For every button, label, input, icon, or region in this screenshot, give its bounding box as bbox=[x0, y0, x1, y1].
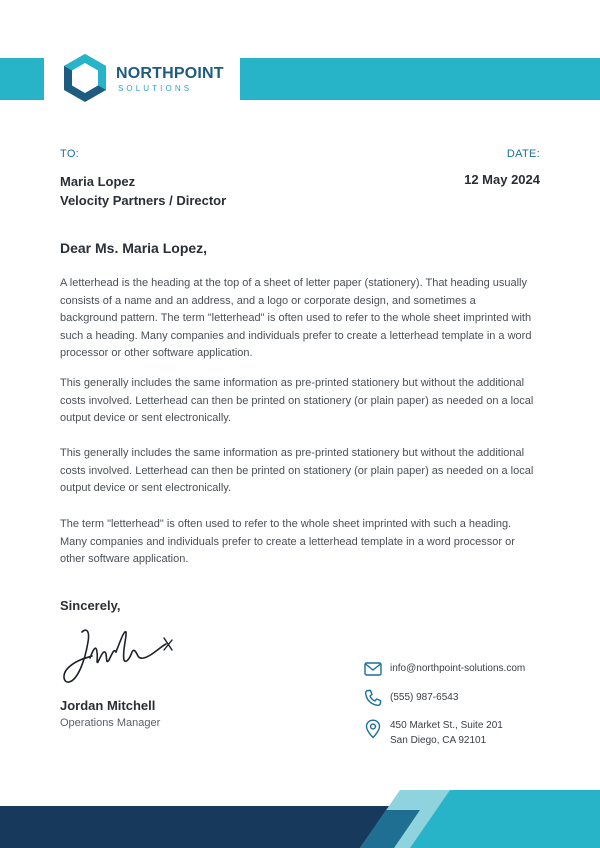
company-name: NORTHPOINT bbox=[116, 65, 224, 82]
letter-date: 12 May 2024 bbox=[464, 172, 540, 187]
to-label: TO: bbox=[60, 148, 80, 160]
contact-email[interactable] bbox=[364, 661, 564, 681]
phone-icon bbox=[364, 689, 382, 707]
contact-phone[interactable] bbox=[364, 690, 564, 710]
phone-text[interactable]: (555) 987-6543 bbox=[390, 692, 459, 703]
email-text[interactable]: info@northpoint-solutions.com bbox=[390, 663, 526, 674]
map-pin-icon bbox=[365, 719, 381, 739]
signer-name: Jordan Mitchell bbox=[60, 698, 156, 713]
body-paragraph-2: This generally includes the same information as pre-printed stationery but without the additional costs involved. Letterhead can then be printed on stationery (or plain paper) as needed on a local output device or sent electronically. bbox=[60, 377, 534, 424]
header-bar-left bbox=[0, 58, 44, 100]
body-paragraph-1: A letterhead is the heading at the top of a sheet of letter paper (stationery). That heading usually consists of a name and an address, and a logo or corporate design, and sometimes a background pattern. The term "letterhead" is often used to refer to the whole sheet imprinted with such a heading. Many companies and individuals prefer to create a letterhead template in a word processor or other software application. bbox=[60, 277, 532, 359]
handwritten-signature bbox=[60, 622, 180, 692]
body-paragraph-4: The term "letterhead" is often used to refer to the whole sheet imprinted with such a heading. Many companies and individuals prefer to create a letterhead template in a word processor or other software application. bbox=[60, 518, 515, 565]
footer-band bbox=[0, 790, 600, 848]
header-bar-right bbox=[240, 58, 600, 100]
contact-address bbox=[364, 718, 564, 752]
date-label: DATE: bbox=[506, 148, 540, 160]
recipient-organization: Velocity Partners / Director bbox=[60, 193, 227, 208]
hexagon-logo-icon bbox=[62, 53, 108, 103]
envelope-icon bbox=[364, 662, 382, 676]
salutation: Dear Ms. Maria Lopez, bbox=[60, 240, 208, 256]
body-paragraph-3: This generally includes the same information as pre-printed stationery but without the additional costs involved. Letterhead can then be printed on stationery (or plain paper) as needed on a local output device or sent electronically. bbox=[60, 447, 534, 494]
address-line-2: San Diego, CA 92101 bbox=[390, 735, 487, 746]
address-line-1: 450 Market St., Suite 201 bbox=[390, 720, 503, 731]
company-tagline: SOLUTIONS bbox=[118, 84, 193, 93]
signer-title: Operations Manager bbox=[60, 717, 161, 729]
recipient-name: Maria Lopez bbox=[60, 174, 136, 189]
closing: Sincerely, bbox=[60, 598, 121, 613]
company-logo bbox=[62, 53, 232, 105]
recipient-block bbox=[60, 172, 226, 210]
